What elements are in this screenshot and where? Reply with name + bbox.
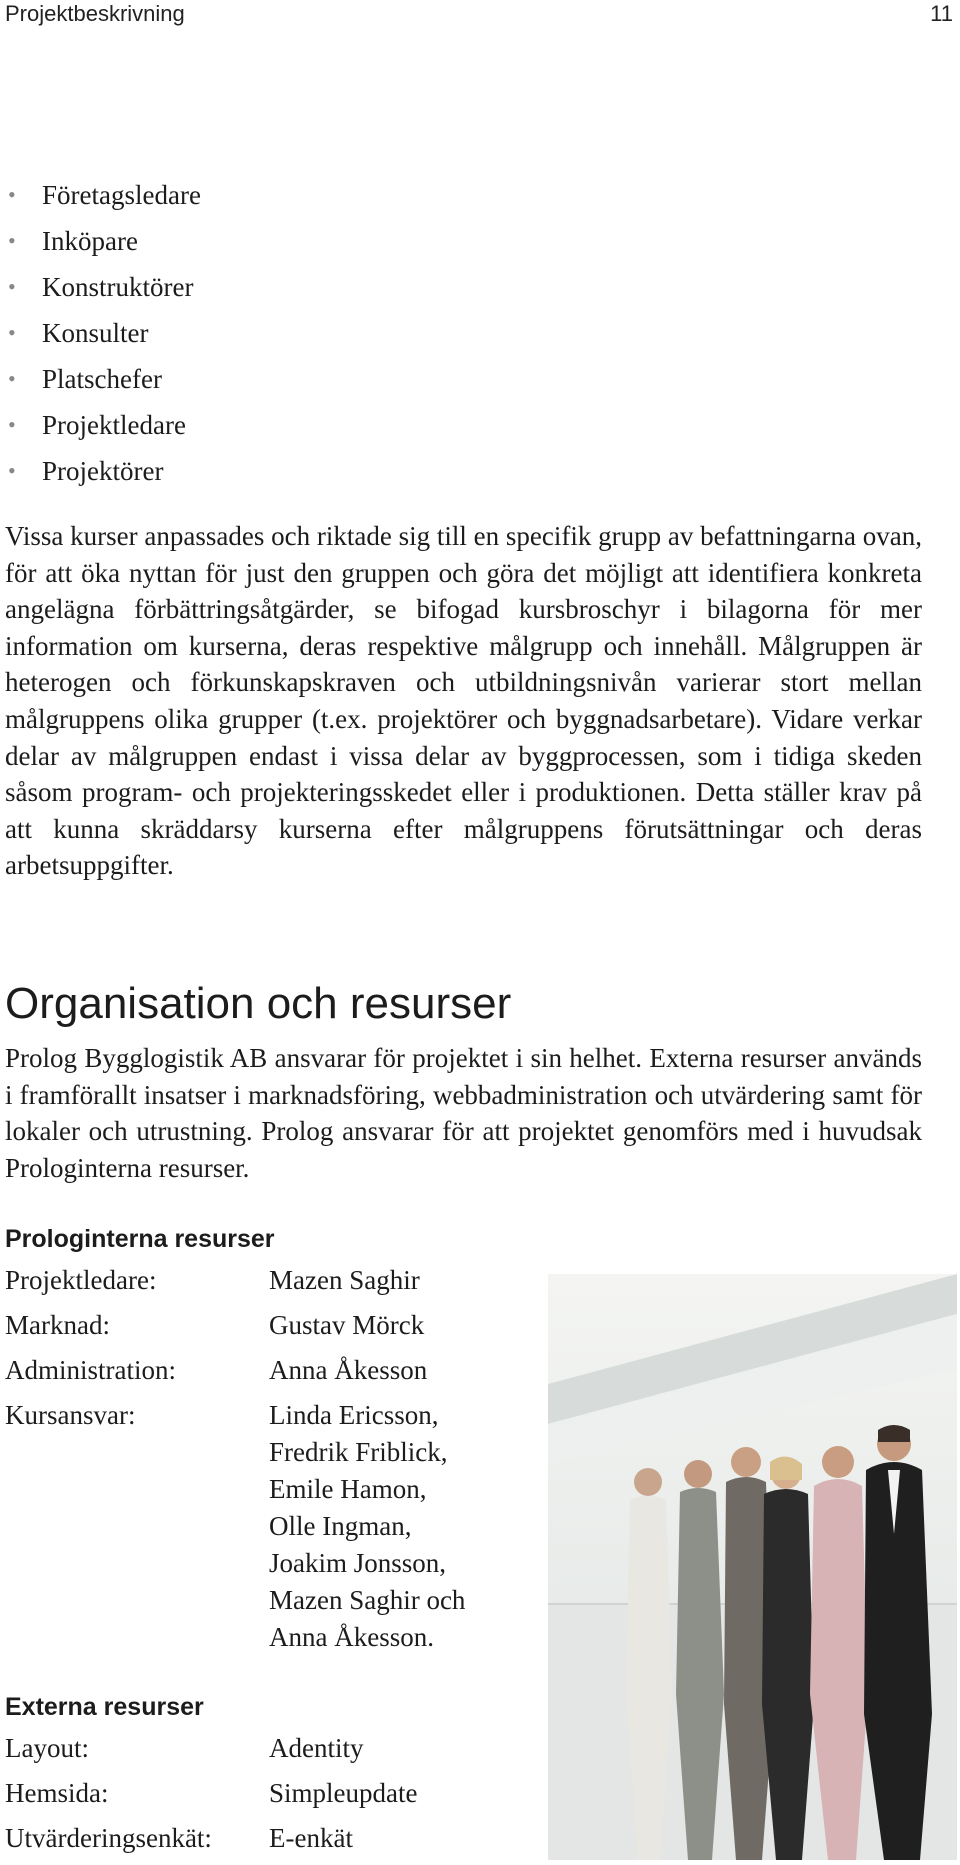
resource-value: Gustav Mörck [269,1310,425,1340]
course-leader-name: Anna Åkesson. [269,1622,434,1652]
course-leader-name: Mazen Saghir och [269,1585,466,1615]
course-leader-name: Joakim Jonsson, [269,1548,447,1578]
course-leader-names [269,1397,465,1656]
bullet-icon: • [8,320,16,345]
list-item: • Projektledare [8,402,201,448]
internal-resources-table [5,1262,465,1664]
internal-resources-heading: Prologinterna resurser [5,1225,275,1253]
team-photo [548,1274,957,1860]
page-number: 11 [930,1,953,26]
course-leader-name: Emile Hamon, [269,1474,427,1504]
resource-label: Administration: [5,1355,176,1385]
resource-row [5,1307,465,1344]
role-bullet-list [8,172,201,494]
resource-label: Hemsida: [5,1778,109,1808]
team-photo-illustration [548,1274,957,1860]
bullet-icon: • [8,458,16,483]
target-group-paragraph: Vissa kurser anpassades och riktade sig till en specifik grupp av befattningarna ovan, för att öka nyttan för just den gruppen och göra det möjligt att identifiera konkreta angelägna förbättringsåtgärder, se bifogad kursbroschyr i bilagorna för mer information om kurserna, deras respektive målgrupp och innehåll. Målgruppen är heterogen och förkunskapskraven och utbildningsnivån varierar stort mellan målgruppens olika grupper (t.ex. projektörer och byggnadsarbetare). Vidare verkar delar av målgruppen endast i vissa delar av byggprocessen, som i tidiga skeden såsom program- och projekteringsskedet eller i produktionen. Detta ställer krav på att kunna skräddarsy kurserna efter målgruppens förutsättningar och deras arbetsuppgifter. [5,521,922,881]
header-title: Projektbeskrivning [5,1,185,26]
resource-label: Kursansvar: [5,1400,136,1430]
resource-value: Adentity [269,1733,364,1763]
bullet-icon: • [8,366,16,391]
list-item: • Konsulter [8,310,201,356]
resource-row [5,1820,417,1857]
external-resources-table [5,1730,417,1865]
course-leader-name: Linda Ericsson, [269,1400,439,1430]
bullet-icon: • [8,412,16,437]
list-item: • Projektörer [8,448,201,494]
list-item: • Platschefer [8,356,201,402]
list-item: • Inköpare [8,218,201,264]
external-resources-heading: Externa resurser [5,1693,204,1721]
section-heading: Organisation och resurser [5,979,512,1028]
list-item: • Konstruktörer [8,264,201,310]
resource-row-kursansvar [5,1397,465,1656]
resource-row [5,1262,465,1299]
resource-label: Marknad: [5,1310,110,1340]
resource-value: E-enkät [269,1823,353,1853]
list-item: • Företagsledare [8,172,201,218]
bullet-icon: • [8,182,16,207]
bullet-icon: • [8,274,16,299]
resource-label: Layout: [5,1733,89,1763]
resource-row [5,1775,417,1812]
resource-row [5,1730,417,1767]
course-leader-name: Fredrik Friblick, [269,1437,448,1467]
resource-value: Anna Åkesson [269,1355,428,1385]
page-header [5,0,953,28]
resource-row [5,1352,465,1389]
resource-label: Utvärderingsenkät: [5,1823,212,1853]
course-leader-name: Olle Ingman, [269,1511,412,1541]
organisation-paragraph: Prolog Bygglogistik AB ansvarar för projektet i sin helhet. Externa resurser används i framförallt insatser i marknadsföring, webbadministration och utvärdering samt för lokaler och utrustning. Prolog ansvarar för att projektet genomförs med i huvudsak Prologinterna resurser. [5,1043,922,1183]
bullet-icon: • [8,228,16,253]
resource-label: Projektledare: [5,1265,157,1295]
resource-value: Mazen Saghir [269,1265,420,1295]
resource-value: Simpleupdate [269,1778,418,1808]
